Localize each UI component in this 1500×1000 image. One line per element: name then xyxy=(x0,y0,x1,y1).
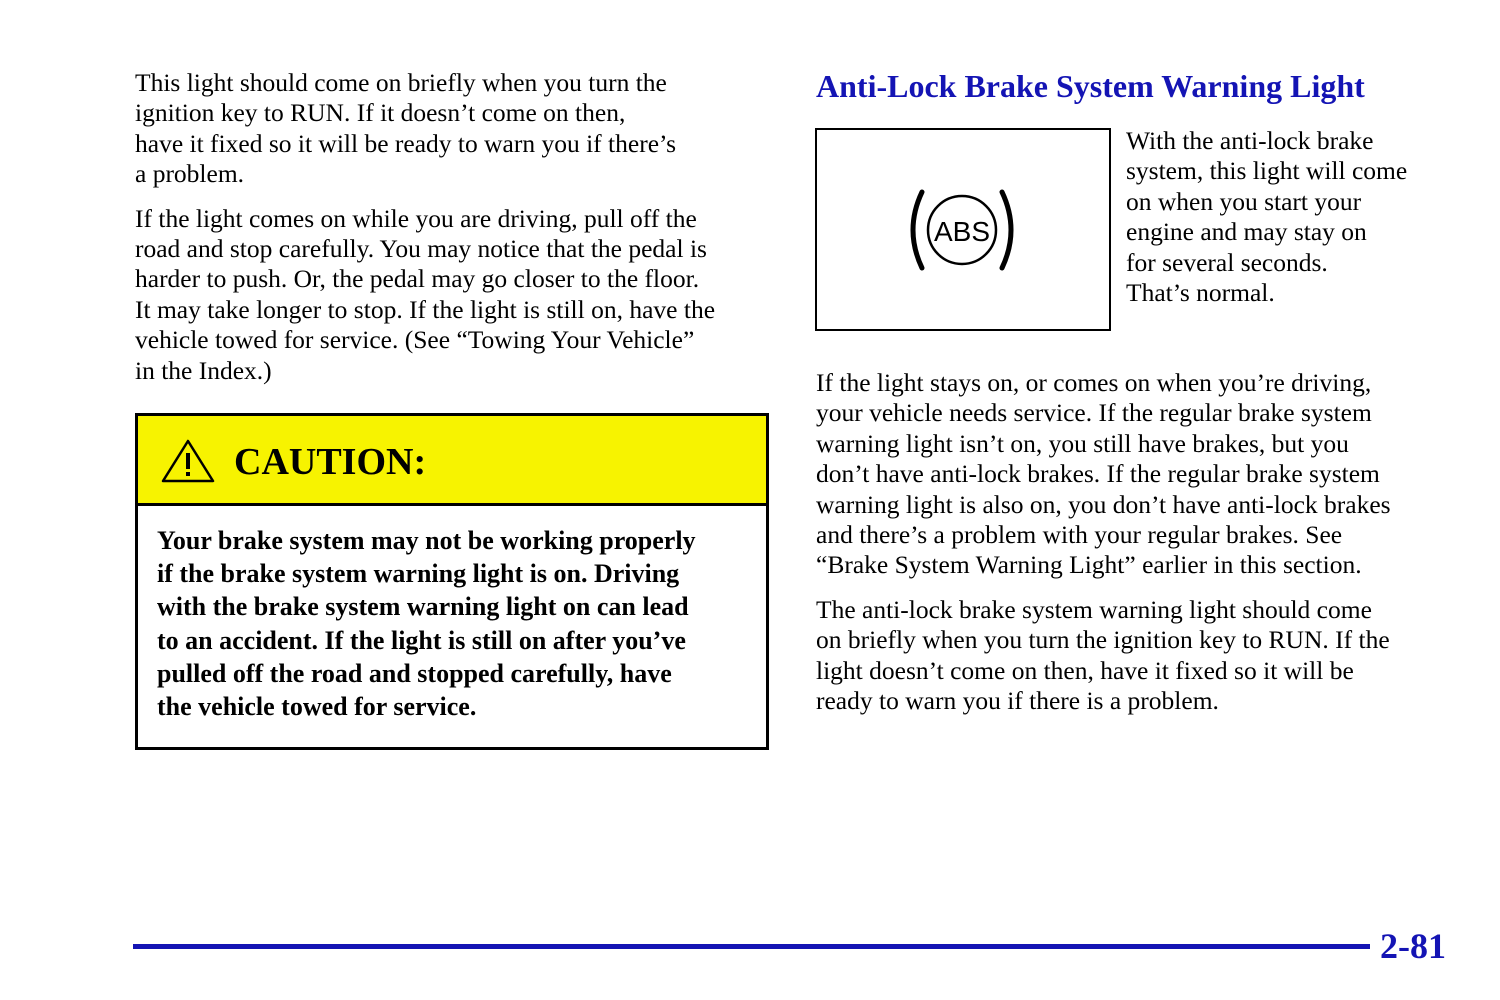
left-column xyxy=(135,68,775,400)
text-line: This light should come on briefly when you turn the xyxy=(135,68,667,97)
caution-line: if the brake system warning light is on. Driving xyxy=(157,559,680,589)
caution-line: Your brake system may not be working properly xyxy=(157,526,696,555)
text-line: It may take longer to stop. If the light is still on, have the xyxy=(135,294,716,324)
right-column-header xyxy=(816,66,1456,106)
right-paragraph-1 xyxy=(816,368,1456,581)
text-line: system, this light will come xyxy=(1126,156,1408,186)
abs-symbol-box xyxy=(815,128,1111,331)
left-paragraph-2 xyxy=(135,204,775,386)
abs-warning-light-icon xyxy=(902,182,1022,278)
text-line: harder to push. Or, the pedal may go closer to the floor. xyxy=(135,264,700,294)
caution-header xyxy=(138,416,766,506)
text-line: The anti-lock brake system warning light should come xyxy=(816,594,1372,624)
caution-box xyxy=(135,413,769,750)
text-line: your vehicle needs service. If the regular brake system xyxy=(816,398,1372,428)
left-paragraph-1 xyxy=(135,68,775,190)
text-line: have it fixed so it will be ready to warn you if there’s xyxy=(135,128,677,158)
warning-triangle-icon xyxy=(160,438,216,484)
right-column-body xyxy=(816,368,1456,730)
caution-line: the vehicle towed for service. xyxy=(157,692,477,722)
text-line: ready to warn you if there is a problem. xyxy=(816,686,1219,716)
text-line: on when you start your xyxy=(1126,186,1362,216)
text-line: don’t have anti-lock brakes. If the regular brake system xyxy=(816,459,1380,489)
caution-line: pulled off the road and stopped carefully, have xyxy=(157,658,672,688)
text-line: for several seconds. xyxy=(1126,247,1328,277)
text-line: warning light is also on, you don’t have anti-lock brakes xyxy=(816,489,1391,519)
text-line: warning light isn’t on, you still have brakes, but you xyxy=(816,428,1349,458)
section-heading: Anti-Lock Brake System Warning Light xyxy=(816,68,1365,104)
caution-body xyxy=(157,524,757,723)
page-number: 2-81 xyxy=(1380,926,1446,966)
abs-description xyxy=(1126,126,1466,308)
footer-rule xyxy=(133,944,1370,949)
abs-label: ABS xyxy=(933,216,991,247)
text-line: That’s normal. xyxy=(1126,278,1275,308)
text-line: If the light stays on, or comes on when you’re driving, xyxy=(816,368,1372,397)
caution-title: CAUTION: xyxy=(234,441,427,483)
text-line: If the light comes on while you are driving, pull off the xyxy=(135,203,697,233)
text-line: With the anti-lock brake xyxy=(1126,126,1374,155)
text-line: engine and may stay on xyxy=(1126,217,1367,247)
text-line: road and stop carefully. You may notice that the pedal is xyxy=(135,234,707,264)
right-paragraph-2 xyxy=(816,595,1456,717)
text-line: a problem. xyxy=(135,159,245,189)
text-line: on briefly when you turn the ignition key to RUN. If the xyxy=(816,625,1390,655)
caution-line: with the brake system warning light on can lead xyxy=(157,592,689,622)
text-line: in the Index.) xyxy=(135,355,272,385)
text-line: “Brake System Warning Light” earlier in this section. xyxy=(816,550,1362,580)
text-line: vehicle towed for service. (See “Towing Your Vehicle” xyxy=(135,325,695,355)
text-line: light doesn’t come on then, have it fixed so it will be xyxy=(816,655,1354,685)
caution-line: to an accident. If the light is still on after you’ve xyxy=(157,625,686,655)
text-line: and there’s a problem with your regular brakes. See xyxy=(816,520,1343,550)
text-line: ignition key to RUN. If it doesn’t come on then, xyxy=(135,98,626,128)
